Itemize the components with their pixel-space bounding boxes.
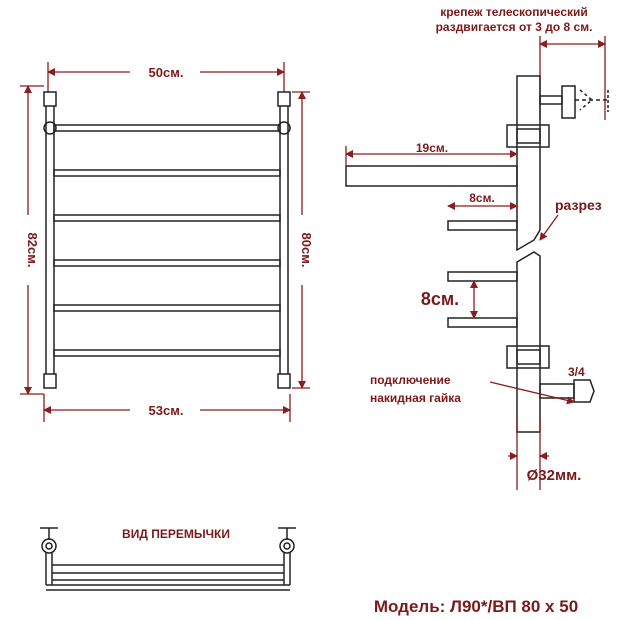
connection-line2: накидная гайка (370, 391, 461, 405)
upper-collar (507, 125, 549, 147)
connection-nut (540, 380, 594, 402)
front-view (20, 62, 314, 422)
bridge-label: ВИД ПЕРЕМЫЧКИ (122, 527, 230, 541)
diameter-label: Ø32мм. (526, 467, 582, 484)
left-rail (44, 92, 56, 388)
dim-8-small-label: 8см. (469, 191, 495, 205)
short-rail-2 (448, 272, 517, 281)
dim-19-label: 19см. (415, 141, 449, 155)
lower-collar (507, 346, 549, 368)
top-width-label: 50см. (148, 65, 184, 80)
short-rail-1 (448, 221, 517, 230)
telescopic-bracket (540, 86, 608, 118)
mount-note-line1: крепеж телескопический (440, 5, 588, 19)
top-shelf-rail (346, 166, 517, 186)
dim-8-large-label: 8см. (420, 289, 460, 309)
short-rail-3 (448, 318, 517, 327)
right-rail (278, 92, 290, 388)
side-view (346, 5, 608, 490)
right-height-label: 80см. (299, 232, 314, 268)
cut-label: разрез (555, 197, 602, 213)
model-label: Модель: Л90*/ВП 80 х 50 (373, 597, 579, 616)
crossbars (54, 125, 280, 356)
left-height-label: 82см. (25, 232, 40, 268)
bridge-view (40, 527, 296, 590)
thread-label: 3/4 (568, 365, 585, 379)
bottom-width-label: 53см. (148, 403, 184, 418)
mount-note-line2: раздвигается от 3 до 8 см. (435, 20, 593, 34)
connection-line1: подключение (370, 373, 451, 387)
